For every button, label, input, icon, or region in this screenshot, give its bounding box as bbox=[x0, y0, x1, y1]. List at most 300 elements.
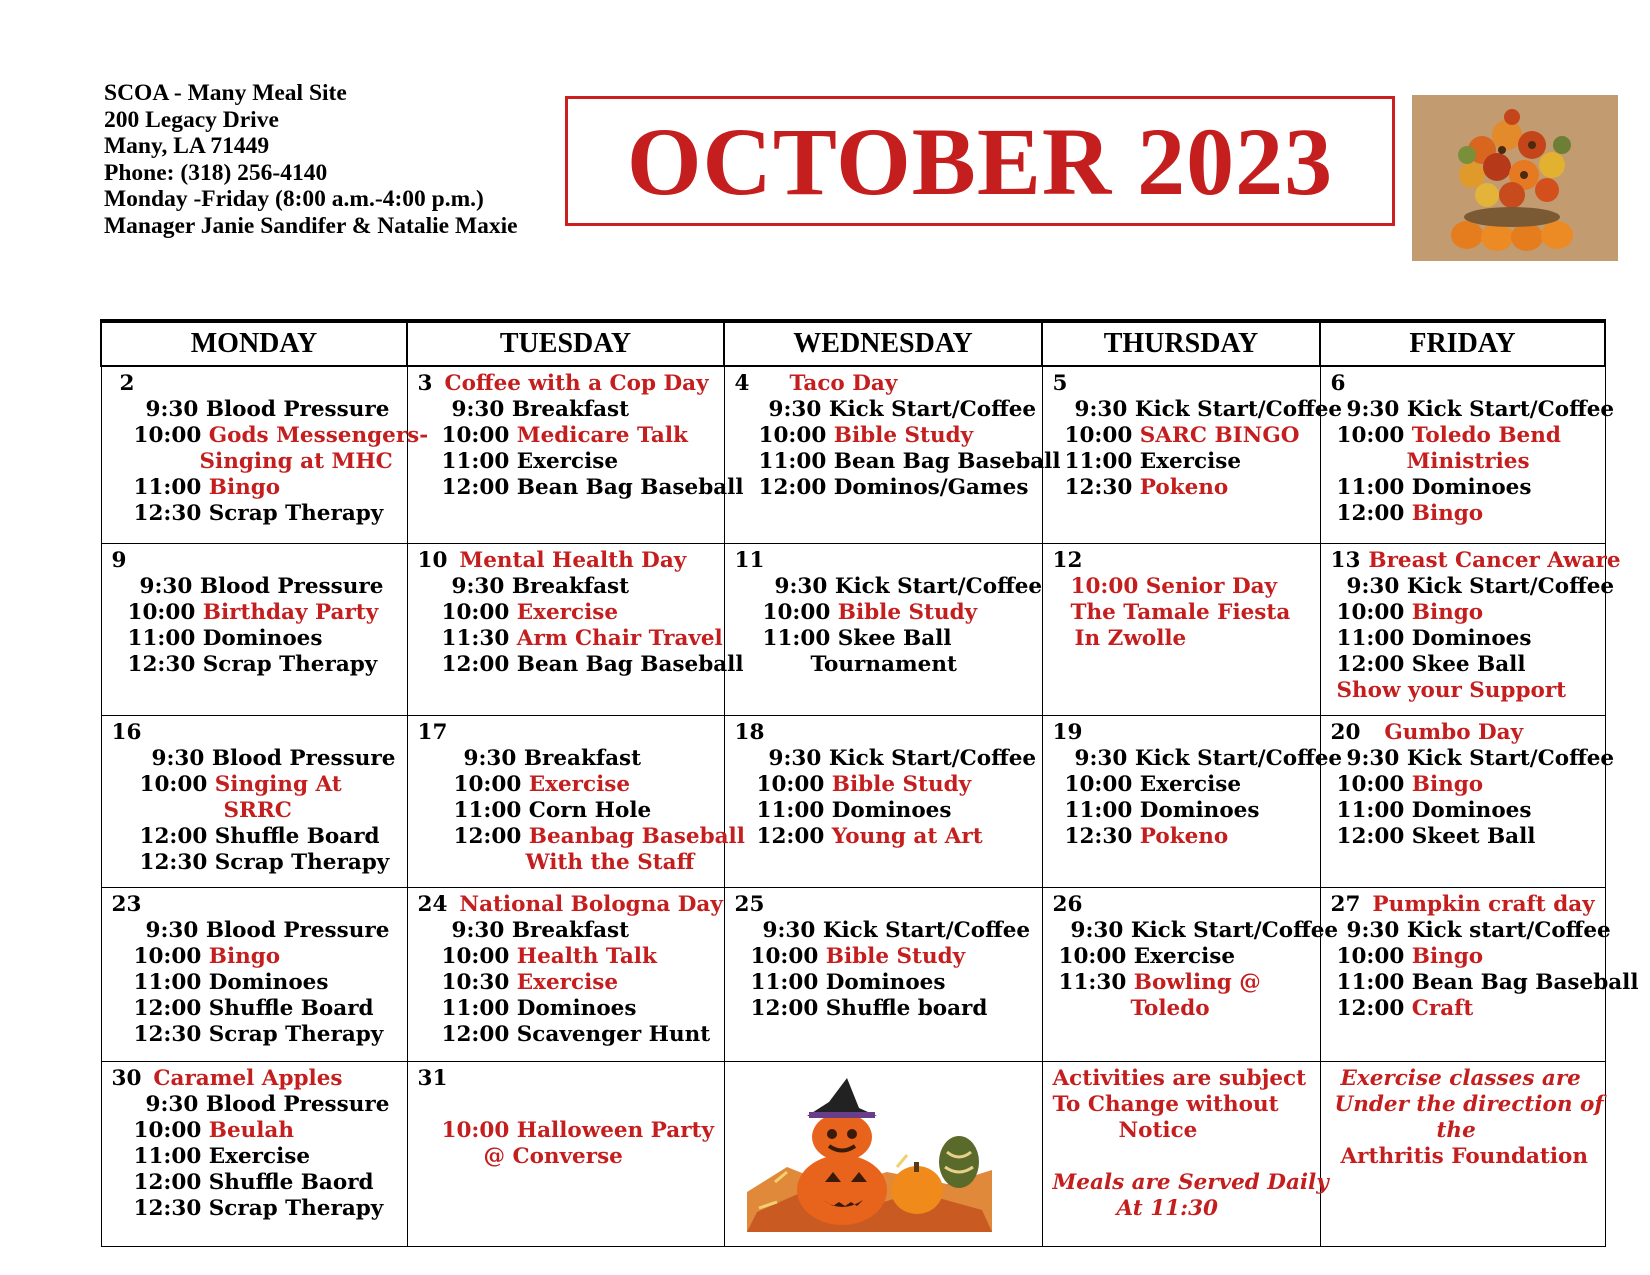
activity-name: Exercise bbox=[516, 449, 619, 474]
exercise-note-cell bbox=[1320, 1062, 1605, 1247]
activity-line bbox=[414, 600, 718, 626]
activity-line bbox=[414, 652, 744, 678]
special-day-title: Mental Health Day bbox=[459, 548, 687, 573]
activity-time: 11:00 bbox=[133, 1144, 202, 1169]
activity-line bbox=[414, 798, 718, 824]
day-header bbox=[731, 892, 1036, 918]
activity-name: Kick Start/Coffee bbox=[1130, 918, 1339, 943]
activity-time: 12:00 bbox=[756, 824, 825, 849]
activity-time: 11:00 bbox=[756, 798, 825, 823]
activity-time: 10:00 bbox=[1064, 772, 1133, 797]
activity-line bbox=[1049, 918, 1339, 944]
activity-name: SRRC bbox=[223, 798, 292, 823]
activity-name: Kick start/Coffee bbox=[1406, 918, 1611, 943]
activity-time: 9:30 bbox=[451, 574, 505, 599]
date-number: 9 bbox=[111, 548, 127, 573]
activity-time: 10:00 bbox=[1058, 944, 1127, 969]
activity-line bbox=[414, 824, 745, 850]
activity-time: 11:00 bbox=[1336, 798, 1405, 823]
activity-name: Bean Bag Baseball bbox=[833, 449, 1061, 474]
date-number: 19 bbox=[1052, 720, 1083, 745]
date-number: 11 bbox=[734, 548, 765, 573]
activity-line bbox=[414, 918, 718, 944]
activity-line bbox=[1327, 397, 1615, 423]
activity-time: 11:00 bbox=[750, 970, 819, 995]
day-header bbox=[1327, 548, 1621, 574]
activity-name: Shuffle board bbox=[825, 996, 988, 1021]
activity-time: 9:30 bbox=[451, 918, 505, 943]
activity-time: 9:30 bbox=[451, 397, 505, 422]
activity-line bbox=[414, 772, 718, 798]
activity-line bbox=[731, 626, 1036, 652]
activity-line bbox=[731, 772, 1036, 798]
activity-line bbox=[1327, 501, 1599, 527]
activity-line bbox=[108, 1144, 401, 1170]
activity-time: 11:00 bbox=[441, 996, 510, 1021]
activity-name: Blood Pressure bbox=[205, 1092, 390, 1117]
activity-time: 10:00 bbox=[127, 600, 196, 625]
notice-cell bbox=[1042, 1062, 1329, 1247]
activity-name: Singing at MHC bbox=[199, 449, 393, 474]
activity-line bbox=[1327, 944, 1599, 970]
day-cell bbox=[1042, 366, 1343, 544]
activity-time: 11:00 bbox=[1064, 798, 1133, 823]
activity-name: Bingo bbox=[1411, 600, 1484, 625]
activity-line bbox=[108, 1118, 401, 1144]
activity-time: 10:00 bbox=[453, 772, 522, 797]
activity-line bbox=[1049, 626, 1314, 652]
weekday-header: WEDNESDAY bbox=[724, 321, 1042, 366]
date-number: 3 bbox=[417, 371, 433, 396]
activity-time: 9:30 bbox=[774, 574, 828, 599]
activity-name: Exercise bbox=[516, 600, 619, 625]
activity-time: 10:00 bbox=[133, 1118, 202, 1143]
activity-line bbox=[414, 626, 723, 652]
date-number: 27 bbox=[1330, 892, 1361, 917]
activity-name: Bingo bbox=[208, 475, 281, 500]
activity-line bbox=[1327, 600, 1599, 626]
activity-name: Toledo Bend bbox=[1411, 423, 1561, 448]
activity-time: 12:00 bbox=[441, 475, 510, 500]
activity-name: Pokeno bbox=[1139, 475, 1229, 500]
day-cell bbox=[407, 1062, 724, 1247]
activity-time: 9:30 bbox=[1346, 397, 1400, 422]
halloween-image-cell bbox=[724, 1062, 1042, 1247]
activity-time: 11:00 bbox=[758, 449, 827, 474]
activity-time: 12:00 bbox=[750, 996, 819, 1021]
date-number: 6 bbox=[1330, 371, 1346, 396]
activity-time: 9:30 bbox=[768, 746, 822, 771]
activity-line bbox=[1049, 746, 1343, 772]
activity-line bbox=[1049, 824, 1314, 850]
activity-name: Bingo bbox=[208, 944, 281, 969]
site-info-line: 200 Legacy Drive bbox=[104, 106, 279, 133]
activity-line bbox=[731, 574, 1043, 600]
day-header bbox=[1049, 892, 1314, 918]
activity-time: 11:00 bbox=[762, 626, 831, 651]
activity-time: 12:00 bbox=[441, 1022, 510, 1047]
month-title: OCTOBER 2023 bbox=[626, 107, 1334, 215]
activity-time: 11:30 bbox=[1058, 970, 1127, 995]
activity-name: Blood Pressure bbox=[199, 574, 384, 599]
activity-line bbox=[414, 475, 744, 501]
notice-line: To Change without bbox=[1052, 1092, 1279, 1117]
activity-name: Blood Pressure bbox=[211, 746, 396, 771]
weekday-header: TUESDAY bbox=[407, 321, 724, 366]
special-day-title: Breast Cancer Aware bbox=[1368, 548, 1621, 573]
activity-name: Scrap Therapy bbox=[208, 1196, 384, 1221]
activity-line bbox=[108, 1170, 401, 1196]
activity-line bbox=[108, 1022, 401, 1048]
activity-line bbox=[108, 850, 401, 876]
activity-name: Kick Start/Coffee bbox=[1406, 574, 1615, 599]
activity-time: 10:00 bbox=[133, 944, 202, 969]
date-number: 23 bbox=[111, 892, 142, 917]
day-header bbox=[414, 892, 723, 918]
activity-line bbox=[108, 1196, 401, 1222]
weekday-header: MONDAY bbox=[101, 321, 407, 366]
activity-time: 9:30 bbox=[463, 746, 517, 771]
day-cell bbox=[407, 888, 724, 1062]
week-row bbox=[101, 1062, 1605, 1247]
day-cell bbox=[407, 544, 744, 716]
day-header bbox=[1327, 371, 1599, 397]
activity-line bbox=[731, 423, 1036, 449]
activity-name: Young at Art bbox=[831, 824, 983, 849]
activity-name: Exercise bbox=[1139, 449, 1242, 474]
activity-time: 10:00 bbox=[1336, 600, 1405, 625]
meals-note-line: At 11:30 bbox=[1116, 1196, 1218, 1221]
day-cell bbox=[724, 716, 1042, 888]
activity-name: Arm Chair Travel bbox=[516, 626, 723, 651]
activity-line bbox=[414, 397, 718, 423]
activity-name: Kick Start/Coffee bbox=[828, 746, 1037, 771]
activity-time: 11:00 bbox=[127, 626, 196, 651]
activity-time: 9:30 bbox=[1346, 746, 1400, 771]
activity-name: Show your Support bbox=[1336, 678, 1567, 703]
activity-name: Scrap Therapy bbox=[208, 501, 384, 526]
activity-name: Shuffle Board bbox=[214, 824, 380, 849]
exercise-note-line: the bbox=[1436, 1118, 1476, 1143]
activity-line bbox=[731, 600, 1036, 626]
meals-note-line: Meals are Served Daily bbox=[1052, 1170, 1329, 1195]
activity-name: Ministries bbox=[1406, 449, 1530, 474]
activity-name: Birthday Party bbox=[202, 600, 379, 625]
date-number: 5 bbox=[1052, 371, 1068, 396]
activity-time: 10:00 bbox=[1336, 772, 1405, 797]
activity-time: 12:00 bbox=[1336, 824, 1405, 849]
day-header bbox=[414, 720, 718, 746]
activity-line bbox=[1049, 574, 1314, 600]
activity-name: Kick Start/Coffee bbox=[834, 574, 1043, 599]
activity-name: Toledo bbox=[1130, 996, 1210, 1021]
activity-line bbox=[414, 850, 718, 876]
activity-line bbox=[108, 475, 401, 501]
activity-name: Exercise bbox=[1139, 772, 1242, 797]
activity-time: 10:00 bbox=[762, 600, 831, 625]
activity-line bbox=[1049, 944, 1314, 970]
activity-time: 12:00 bbox=[133, 996, 202, 1021]
activity-name: Dominoes bbox=[1411, 626, 1532, 651]
activity-line bbox=[1049, 423, 1314, 449]
activity-line bbox=[108, 626, 401, 652]
day-header bbox=[1049, 548, 1314, 574]
activity-name: Exercise bbox=[1133, 944, 1236, 969]
activity-name: With the Staff bbox=[525, 850, 695, 875]
activity-name: Senior Day bbox=[1145, 574, 1278, 599]
activity-line bbox=[414, 970, 718, 996]
activity-name: Scrap Therapy bbox=[208, 1022, 384, 1047]
activity-time: 9:30 bbox=[151, 746, 205, 771]
activity-time: 9:30 bbox=[1070, 918, 1124, 943]
activity-name: Bible Study bbox=[831, 772, 972, 797]
date-number: 18 bbox=[734, 720, 765, 745]
activity-name: Breakfast bbox=[511, 918, 630, 943]
activity-name: Dominoes bbox=[516, 996, 637, 1021]
activity-name: Kick Start/Coffee bbox=[822, 918, 1031, 943]
activity-time: 9:30 bbox=[1346, 574, 1400, 599]
activity-line bbox=[108, 970, 401, 996]
special-day-title: Caramel Apples bbox=[153, 1066, 343, 1091]
activity-time: 11:00 bbox=[133, 970, 202, 995]
activity-time: 12:00 bbox=[1336, 996, 1405, 1021]
activity-line bbox=[731, 652, 1036, 678]
activity-name: Beulah bbox=[208, 1118, 294, 1143]
activity-time: 10:00 bbox=[1336, 944, 1405, 969]
special-day-title: Gumbo Day bbox=[1384, 720, 1524, 745]
activity-line bbox=[731, 824, 1036, 850]
activity-name: Halloween Party bbox=[516, 1118, 714, 1143]
site-info-line: Manager Janie Sandifer & Natalie Maxie bbox=[104, 212, 518, 239]
day-cell bbox=[101, 1062, 407, 1247]
activity-line bbox=[1049, 449, 1314, 475]
day-cell bbox=[724, 544, 1042, 716]
jack-o-lantern-image bbox=[747, 1072, 992, 1232]
day-header bbox=[731, 371, 1036, 397]
activity-time: 11:00 bbox=[1336, 626, 1405, 651]
date-number: 4 bbox=[734, 371, 750, 396]
activity-time: 10:30 bbox=[441, 970, 510, 995]
activity-line bbox=[731, 944, 1036, 970]
activity-time: 9:30 bbox=[145, 397, 199, 422]
activity-line bbox=[1327, 423, 1599, 449]
day-header bbox=[731, 720, 1036, 746]
activity-time: 12:00 bbox=[758, 475, 827, 500]
week-row bbox=[101, 544, 1605, 716]
activity-time: 12:30 bbox=[127, 652, 196, 677]
activity-line bbox=[108, 918, 401, 944]
activity-line bbox=[414, 423, 718, 449]
activity-line bbox=[1327, 449, 1599, 475]
activity-line bbox=[414, 996, 718, 1022]
date-number: 13 bbox=[1330, 548, 1361, 573]
activity-time: 11:00 bbox=[133, 475, 202, 500]
activity-time: 12:00 bbox=[453, 824, 522, 849]
activity-name: Dominoes bbox=[1411, 798, 1532, 823]
day-cell bbox=[1320, 544, 1621, 716]
activity-name: Breakfast bbox=[511, 397, 630, 422]
day-header bbox=[1327, 892, 1599, 918]
activity-name: Kick Start/Coffee bbox=[1134, 397, 1343, 422]
day-cell bbox=[407, 366, 744, 544]
exercise-note-line: Exercise classes are bbox=[1340, 1066, 1581, 1091]
date-number: 10 bbox=[417, 548, 448, 573]
day-header bbox=[414, 548, 718, 574]
activity-time: 12:30 bbox=[133, 501, 202, 526]
site-info-line: Phone: (318) 256-4140 bbox=[104, 159, 328, 186]
activity-time: 9:30 bbox=[145, 918, 199, 943]
activity-time: 9:30 bbox=[145, 1092, 199, 1117]
activity-line bbox=[414, 1022, 718, 1048]
day-header bbox=[1049, 371, 1314, 397]
day-header bbox=[108, 720, 401, 746]
day-header bbox=[108, 1066, 401, 1092]
activity-line bbox=[108, 652, 401, 678]
arthritis-foundation-label: Arthritis Foundation bbox=[1340, 1144, 1588, 1169]
activity-line bbox=[1327, 798, 1599, 824]
activity-time: 9:30 bbox=[1074, 746, 1128, 771]
activity-time: 10:00 bbox=[756, 772, 825, 797]
activity-name: Skee Ball bbox=[1411, 652, 1526, 677]
activity-name: Dominoes bbox=[208, 970, 329, 995]
day-header bbox=[108, 548, 401, 574]
activity-line bbox=[1049, 996, 1314, 1022]
weekday-header-row bbox=[101, 321, 1605, 366]
day-header bbox=[1049, 720, 1314, 746]
activity-line bbox=[1049, 798, 1314, 824]
date-number: 26 bbox=[1052, 892, 1083, 917]
activity-line bbox=[414, 746, 718, 772]
activity-line bbox=[1327, 746, 1615, 772]
autumn-flowers-image bbox=[1412, 95, 1618, 261]
activity-time: 10:00 bbox=[139, 772, 208, 797]
activity-time: 9:30 bbox=[1074, 397, 1128, 422]
activity-line bbox=[1327, 626, 1599, 652]
activity-line bbox=[1327, 918, 1611, 944]
activity-name: Breakfast bbox=[511, 574, 630, 599]
activity-name: Corn Hole bbox=[528, 798, 652, 823]
activity-time: 12:30 bbox=[139, 850, 208, 875]
activity-name: Bowling @ bbox=[1133, 970, 1261, 995]
activity-line bbox=[108, 996, 401, 1022]
activity-time: 12:00 bbox=[1336, 652, 1405, 677]
site-info-line: SCOA - Many Meal Site bbox=[104, 80, 347, 106]
day-header bbox=[414, 371, 718, 397]
activity-time: 10:00 bbox=[441, 1118, 510, 1143]
date-number: 30 bbox=[111, 1066, 142, 1091]
week-row bbox=[101, 888, 1605, 1062]
activity-line bbox=[1049, 970, 1314, 996]
activity-time: 9:30 bbox=[1346, 918, 1400, 943]
activity-name: Gods Messengers- bbox=[208, 423, 429, 448]
activity-time: 12:30 bbox=[133, 1196, 202, 1221]
day-cell bbox=[101, 888, 407, 1062]
activity-time: 12:00 bbox=[139, 824, 208, 849]
weekday-header: THURSDAY bbox=[1042, 321, 1320, 366]
activity-name: Bible Study bbox=[833, 423, 974, 448]
activity-line bbox=[108, 501, 401, 527]
activity-line bbox=[731, 798, 1036, 824]
activity-name: SARC BINGO bbox=[1139, 423, 1300, 448]
activity-name: @ Converse bbox=[483, 1144, 623, 1169]
activity-name: Dominoes bbox=[825, 970, 946, 995]
activity-line bbox=[731, 475, 1036, 501]
activity-time: 12:00 bbox=[133, 1170, 202, 1195]
activity-time: 10:00 bbox=[441, 423, 510, 448]
activity-name: Bean Bag Baseball bbox=[516, 475, 744, 500]
day-cell bbox=[1042, 888, 1339, 1062]
activity-line bbox=[731, 970, 1036, 996]
activity-line bbox=[1327, 574, 1615, 600]
spacer bbox=[1049, 1144, 1314, 1170]
activity-time: 11:00 bbox=[453, 798, 522, 823]
activity-time: 10:00 bbox=[133, 423, 202, 448]
day-header bbox=[414, 1066, 718, 1092]
activity-line bbox=[1049, 600, 1314, 626]
date-number: 17 bbox=[417, 720, 448, 745]
date-number: 2 bbox=[119, 371, 135, 396]
activity-line bbox=[731, 746, 1036, 772]
day-cell bbox=[724, 366, 1061, 544]
activity-name: Scrap Therapy bbox=[202, 652, 378, 677]
activity-line bbox=[108, 944, 401, 970]
activity-name: Skeet Ball bbox=[1411, 824, 1536, 849]
date-number: 24 bbox=[417, 892, 448, 917]
activity-name: Tournament bbox=[810, 652, 957, 677]
special-day-title: Pumpkin craft day bbox=[1372, 892, 1595, 917]
weekday-header: FRIDAY bbox=[1320, 321, 1605, 366]
activity-time: 10:00 bbox=[750, 944, 819, 969]
activity-line bbox=[414, 574, 718, 600]
day-cell bbox=[1042, 544, 1320, 716]
activity-time: 11:30 bbox=[441, 626, 510, 651]
activity-time: 11:00 bbox=[1336, 475, 1405, 500]
activity-time: 9:30 bbox=[762, 918, 816, 943]
activity-time: 9:30 bbox=[768, 397, 822, 422]
day-header bbox=[108, 892, 401, 918]
activity-name: In Zwolle bbox=[1074, 626, 1187, 651]
activity-time: 12:00 bbox=[1336, 501, 1405, 526]
activity-name: Bingo bbox=[1411, 501, 1484, 526]
activity-line bbox=[1049, 397, 1343, 423]
activity-name: Dominoes bbox=[1139, 798, 1260, 823]
site-info-line: Monday -Friday (8:00 a.m.-4:00 p.m.) bbox=[104, 186, 484, 212]
activity-name: The Tamale Fiesta bbox=[1070, 600, 1291, 625]
activity-line bbox=[731, 996, 1036, 1022]
activity-line bbox=[108, 600, 401, 626]
activity-line bbox=[414, 1118, 718, 1144]
activity-name: Dominos/Games bbox=[833, 475, 1029, 500]
activity-line bbox=[414, 1092, 718, 1118]
date-number: 12 bbox=[1052, 548, 1083, 573]
activity-name: Kick Start/Coffee bbox=[1406, 746, 1615, 771]
activity-time: 9:30 bbox=[139, 574, 193, 599]
activity-line bbox=[1327, 678, 1599, 704]
activity-time: 12:30 bbox=[1064, 475, 1133, 500]
activity-time: 10:00 bbox=[441, 944, 510, 969]
date-number: 20 bbox=[1330, 720, 1361, 745]
activity-name: Beanbag Baseball bbox=[528, 824, 745, 849]
activity-name: Bible Study bbox=[825, 944, 966, 969]
activity-name: Dominoes bbox=[831, 798, 952, 823]
day-header bbox=[108, 371, 401, 397]
date-number: 25 bbox=[734, 892, 765, 917]
site-info bbox=[104, 80, 564, 239]
activity-name: Pokeno bbox=[1139, 824, 1229, 849]
activity-time: 10:00 bbox=[1064, 423, 1133, 448]
week-row bbox=[101, 716, 1605, 888]
week-row bbox=[101, 366, 1605, 544]
